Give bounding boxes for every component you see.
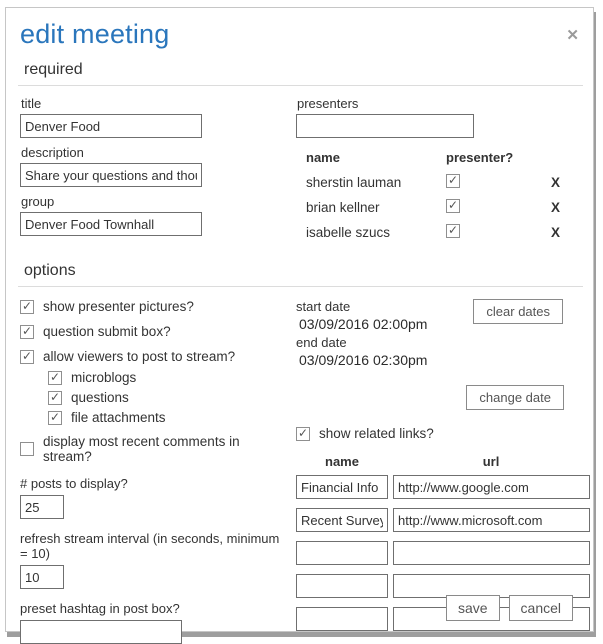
start-date-value: 03/09/2016 02:00pm [299,316,428,332]
posts-to-display-label: # posts to display? [20,476,128,491]
link-row [296,508,590,532]
preset-hashtag-input[interactable] [20,620,182,644]
file-attachments-option [48,410,282,425]
link-row [296,541,590,565]
refresh-interval-field [20,531,282,589]
posts-to-display-field [20,476,282,519]
required-section-heading: required [18,61,583,86]
presenter-row [296,220,583,245]
end-date-label: end date [296,335,347,350]
dialog-header [14,8,585,50]
title-label: title [21,96,42,111]
dates-block [296,299,590,371]
group-field [20,194,282,236]
remove-presenter-icon[interactable]: X [551,200,561,215]
start-date-label: start date [296,299,351,314]
allow-viewers-post-label: allow viewers to post to stream? [43,349,236,364]
description-label: description [21,145,84,160]
show-related-links-label: show related links? [319,426,434,441]
title-field [20,96,282,138]
save-button[interactable]: save [446,595,500,621]
file-attachments-label: file attachments [71,410,166,425]
presenter-row [296,195,583,220]
presenter-checkbox[interactable] [446,199,460,213]
group-label: group [21,194,55,209]
show-related-links-checkbox[interactable] [296,427,310,441]
question-submit-box-checkbox[interactable] [20,325,34,339]
cancel-button[interactable]: cancel [509,595,573,621]
show-related-links-option [296,426,590,441]
allow-viewers-post-option [20,349,282,364]
link-name-input[interactable] [296,508,388,532]
dialog-footer [446,595,573,621]
description-input[interactable] [20,163,202,187]
allow-viewers-post-checkbox[interactable] [20,350,34,364]
related-links-header [296,454,590,469]
required-section [14,96,585,245]
clear-dates-button[interactable]: clear dates [473,299,563,324]
close-icon[interactable]: ✕ [566,27,579,44]
file-attachments-checkbox[interactable] [48,411,62,425]
link-name-input[interactable] [296,574,388,598]
remove-presenter-icon[interactable]: X [551,175,561,190]
presenters-label: presenters [297,96,359,111]
presenter-checkbox[interactable] [446,174,460,188]
change-date-button[interactable]: change date [466,385,564,410]
remove-presenter-icon[interactable]: X [551,225,561,240]
dialog-title: edit meeting [20,19,170,49]
link-url-header: url [482,454,500,469]
display-recent-comments-option [20,434,282,464]
presenter-table [296,145,583,245]
link-row [296,475,590,499]
microblogs-option [48,370,282,385]
presenter-name-header: name [306,150,340,165]
presenter-name: brian kellner [306,200,380,215]
presenter-name: sherstin lauman [306,175,402,190]
link-url-input[interactable] [393,475,590,499]
questions-option [48,390,282,405]
preset-hashtag-field [20,601,282,644]
refresh-interval-label: refresh stream interval (in seconds, minimum = 10) [20,531,280,561]
show-presenter-pictures-label: show presenter pictures? [43,299,194,314]
question-submit-box-label: question submit box? [43,324,171,339]
description-field [20,145,282,187]
title-input[interactable] [20,114,202,138]
display-recent-comments-label: display most recent comments in stream? [43,434,240,464]
presenters-field [296,96,583,138]
link-url-input[interactable] [393,541,590,565]
display-recent-comments-checkbox[interactable] [20,442,34,456]
preset-hashtag-label: preset hashtag in post box? [20,601,180,616]
presenter-name: isabelle szucs [306,225,391,240]
group-input[interactable] [20,212,202,236]
posts-to-display-input[interactable] [20,495,64,519]
link-name-input[interactable] [296,607,388,631]
presenters-input[interactable] [296,114,474,138]
presenter-row [296,170,583,195]
questions-label: questions [71,390,129,405]
refresh-interval-input[interactable] [20,565,64,589]
options-section [14,299,585,644]
microblogs-label: microblogs [71,370,137,385]
questions-checkbox[interactable] [48,391,62,405]
edit-meeting-dialog [5,7,594,632]
link-name-input[interactable] [296,541,388,565]
link-name-header: name [325,454,359,469]
show-presenter-pictures-option [20,299,282,314]
link-name-input[interactable] [296,475,388,499]
presenter-check-header: presenter? [446,150,514,165]
presenter-checkbox[interactable] [446,224,460,238]
question-submit-box-option [20,324,282,339]
presenter-table-header [296,145,583,170]
link-url-input[interactable] [393,508,590,532]
microblogs-checkbox[interactable] [48,371,62,385]
options-section-heading: options [18,262,583,287]
show-presenter-pictures-checkbox[interactable] [20,300,34,314]
end-date-value: 03/09/2016 02:30pm [299,352,428,368]
